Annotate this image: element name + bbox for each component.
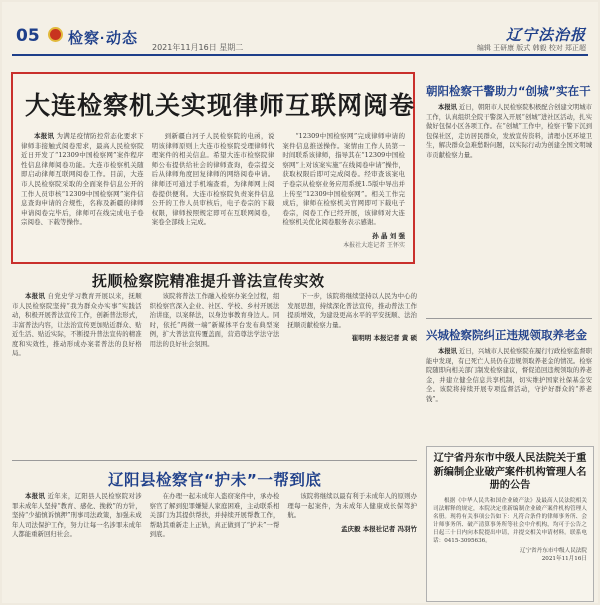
staff-credits: 编辑 王研康 版式 韩毅 校对 郑正超 [476, 44, 586, 52]
article-2-byline: 崔明明 本报记者 黄 硕 [351, 334, 418, 342]
page-number: 05 [16, 26, 40, 46]
court-notice-signature [433, 547, 587, 563]
court-notice-title: 辽宁省丹东市中级人民法院关于重新编制企业破产案件机构管理人名册的公告 [433, 453, 587, 491]
right-divider [426, 318, 592, 319]
newspaper-brand: 辽宁法治报 [505, 26, 586, 44]
article-divider [12, 460, 417, 461]
right-article-2-headline: 兴城检察院纠正违规领取养老金 [426, 328, 587, 342]
masthead-rule [12, 54, 588, 56]
lead-column-3 [282, 132, 405, 256]
section-name: 检察·动态 [68, 30, 138, 47]
lead-editor: 本报社大连记者 王怀实 [343, 241, 406, 249]
right-article-2-body: 近日，兴城市人民检察院在履行行政检察监督职能中发现，有已死亡人员仍在违规领取养老金的情况。检察院随即向相关部门制发检察建议，督促追回违规领取的养老金，并建立健全信息共享机制，切实维护国家社保基金安全。该院将持续开展专项监督活动，守护好群众的“养老钱”。 [426, 348, 592, 403]
article-3-text-1: 近年来，辽阳县人民检察院对涉罪未成年人坚持“教育、感化、挽救”的方针，坚持“少捕慎诉慎押”刑事司法政策，加强未成年人司法保护工作，努力让每一名涉罪未成年人都能重新回归社会。 [12, 492, 142, 538]
court-notice-org: 辽宁省丹东市中级人民法院 [519, 548, 587, 555]
article-3-headline: 辽阳县检察官“护未”一帮到底 [108, 471, 322, 489]
right-article-1 [426, 84, 592, 289]
article-3-column-3 [287, 492, 417, 600]
article-2-headline: 抚顺检察院精准提升普法宣传实效 [92, 272, 325, 290]
article-2-text-2: 该院将普法工作融入检察办案全过程，组织检察官深入企业、社区、学校、乡村开展法治讲座，以案释法，以身边事教育身边人。同时，依托“两微一端”新媒体平台发布典型案例，扩大普法宣传覆盖面，营造尊法学法守法用法的良好社会氛围。 [149, 292, 280, 348]
lead-text-2: 到新疆白河子人民检察院的电函，说明该律师原则上大连市检察院受理律师代理案件的相关信息。希望大连市检察院律师公布提供给社会的律师查询，卷宗提交后从律师角度回复律师的网络阅卷申请。律师还可通过手机端查看，为律师网上阅卷提供便利。大连市检察院负责案件信息公开的工作人员审核后，电子卷宗的下载权限，律师按照规定即可在互联网阅卷，案卷全部线上完成。 [151, 132, 275, 227]
lead-article [11, 72, 415, 264]
article-3-text-3: 该院将继续以最有利于未成年人的原则办理每一起案件，为未成年人健康成长保驾护航。 [287, 492, 418, 519]
article-2 [12, 292, 417, 452]
right-article-1-headline: 朝阳检察干警助力“创城”实在干 [426, 84, 591, 98]
article-3-text-2: 在办理一起未成年人盗窃案件中，承办检察官了解到犯罪嫌疑人家庭困难，主动联系相关部门为其提供帮扶，并持续开展帮教工作，帮助其重新走上正轨，真正做到了“护未”一帮到底。 [149, 492, 280, 538]
article-2-text-3: 下一步，该院将继续坚持以人民为中心的发展思想，持续深化普法宣传，推动普法工作提质增效，为建设更高水平的平安抚顺、法治抚顺贡献检察力量。 [287, 292, 418, 329]
lead-text-3: “12309中国检察网”完成律师申请的案件信息推送操作。案情由工作人员第一时间联系该律师，指导其在“12309中国检察网”上对该案实施“在线阅卷申请”操作，获取权限后即可完成阅卷。经审查该案电子卷宗从检察业务应用系统1.5版中导出并上传至“12309中国检察网”。相关工作完成后，律师在检察机关官网即可下载电子卷宗，阅卷工作已经开展，该律师对大连检察机关优化阅卷服务表示感谢。 [282, 132, 406, 227]
article-2-column-2 [150, 292, 280, 452]
lead-column-1: 本报讯 为满足疫情防控常态化要求下律师非接触式阅卷需求，最高人民检察院近日开发了“12309中国检察网”案件程序性信息律师阅卷功能。大连市检察机关随即启动律师互联网阅卷工作。目前，大连市人民检察院采取的全面案件信息公开的工作人员审核“12309中国检察网”案件信息查询申请的合规性，名称及新疆的律师申请阅卷完毕后，律师可在线完成电子卷宗阅卷、下载等操作。 [21, 132, 144, 227]
lead-headline: 大连检察机关实现律师互联网阅卷 [25, 91, 416, 120]
court-notice-body: 根据《中华人民共和国企业破产法》及最高人民法院相关司法解释的规定，本院决定重新编制企业破产案件机构管理人名册。现将有关事项公告如下：凡符合条件的律师事务所、会计师事务所、破产清算事务所等社会中介机构，均可于公告之日起三十日内向本院提出申请，并提交相关申请材料。联系电话：0415-3095636。 [433, 497, 587, 544]
lead-text-1: 为满足疫情防控常态化要求下律师非接触式阅卷需求，最高人民检察院近日开发了“12309中国检察网”案件程序性信息律师阅卷功能。大连市检察机关随即启动律师互联网阅卷工作。目前，大连市人民检察院采取的全面案件信息公开的工作人员审核“12309中国检察网”案件信息查询申请的合规性，名称及新疆的律师申请阅卷完毕后，律师可在线完成电子卷宗阅卷、下载等操作。 [21, 132, 144, 227]
lead-byline: 孙 晶 刘 强 [372, 231, 406, 240]
newspaper-page [2, 2, 598, 603]
court-notice-date: 2021年11月16日 [541, 556, 587, 563]
court-notice [426, 446, 594, 602]
lead-columns [21, 132, 405, 256]
article-2-text-1: 自党史学习教育开展以来，抚顺市人民检察院坚持“我为群众办实事”实践活动，积极开展普法宣传工作，创新普法形式，丰富普法内容，让法治宣传更加贴近群众、贴近生活、贴近实际，不断提升普法宣传的精准度和实效性，推动形成办案者普法的良好格局。 [12, 292, 142, 357]
article-3-byline: 孟庆毅 本报社记者 冯羽竹 [340, 524, 418, 533]
article-3-column-1: 本报讯 近年来，辽阳县人民检察院对涉罪未成年人坚持“教育、感化、挽救”的方针，坚持“少捕慎诉慎押”刑事司法政策，加强未成年人司法保护工作，努力让每一名涉罪未成年人都能重新回归社会。 [12, 492, 142, 538]
lead-column-2 [152, 132, 275, 256]
issue-date: 2021年11月16日 星期二 [152, 43, 244, 52]
right-article-2-text: 本报讯 近日，兴城市人民检察院在履行行政检察监督职能中发现，有已死亡人员仍在违规领取养老金的情况。检察院随即向相关部门制发检察建议，督促追回违规领取的养老金，并建立健全信息共享机制，切实维护国家社保基金安全。该院将持续开展专项监督活动，守护好群众的“养老钱”。 [426, 348, 592, 403]
masthead [2, 2, 598, 60]
article-3 [12, 492, 417, 600]
article-2-column-1: 本报讯 自党史学习教育开展以来，抚顺市人民检察院坚持“我为群众办实事”实践活动，积极开展普法宣传工作，创新普法形式，丰富普法内容，让法治宣传更加贴近群众、贴近生活、贴近实际，不断提升普法宣传的精准度和实效性，推动形成办案者普法的良好格局。 [12, 292, 142, 357]
right-article-1-body: 近日，朝阳市人民检察院积极配合创建文明城市工作，认真组织全院干警深入开展“创城”进社区活动，扎实做好包保小区各项工作。在“创城”工作中，检察干警下沉到包保社区，走访居民群众，发放宣传资料，清理小区环境卫生，解决群众急难愁盼问题，以实际行动为创建全国文明城市贡献检察力量。 [426, 104, 592, 159]
article-3-column-2 [150, 492, 280, 600]
article-2-column-3 [287, 292, 417, 452]
procuratorate-emblem-icon [48, 27, 63, 42]
right-article-1-text: 本报讯 近日，朝阳市人民检察院积极配合创建文明城市工作，认真组织全院干警深入开展“创城”进社区活动，扎实做好包保小区各项工作。在“创城”工作中，检察干警下沉到包保社区，走访居民群众，发放宣传资料，清理小区环境卫生，解决群众急难愁盼问题，以实际行动为创建全国文明城市贡献检察力量。 [426, 104, 592, 159]
